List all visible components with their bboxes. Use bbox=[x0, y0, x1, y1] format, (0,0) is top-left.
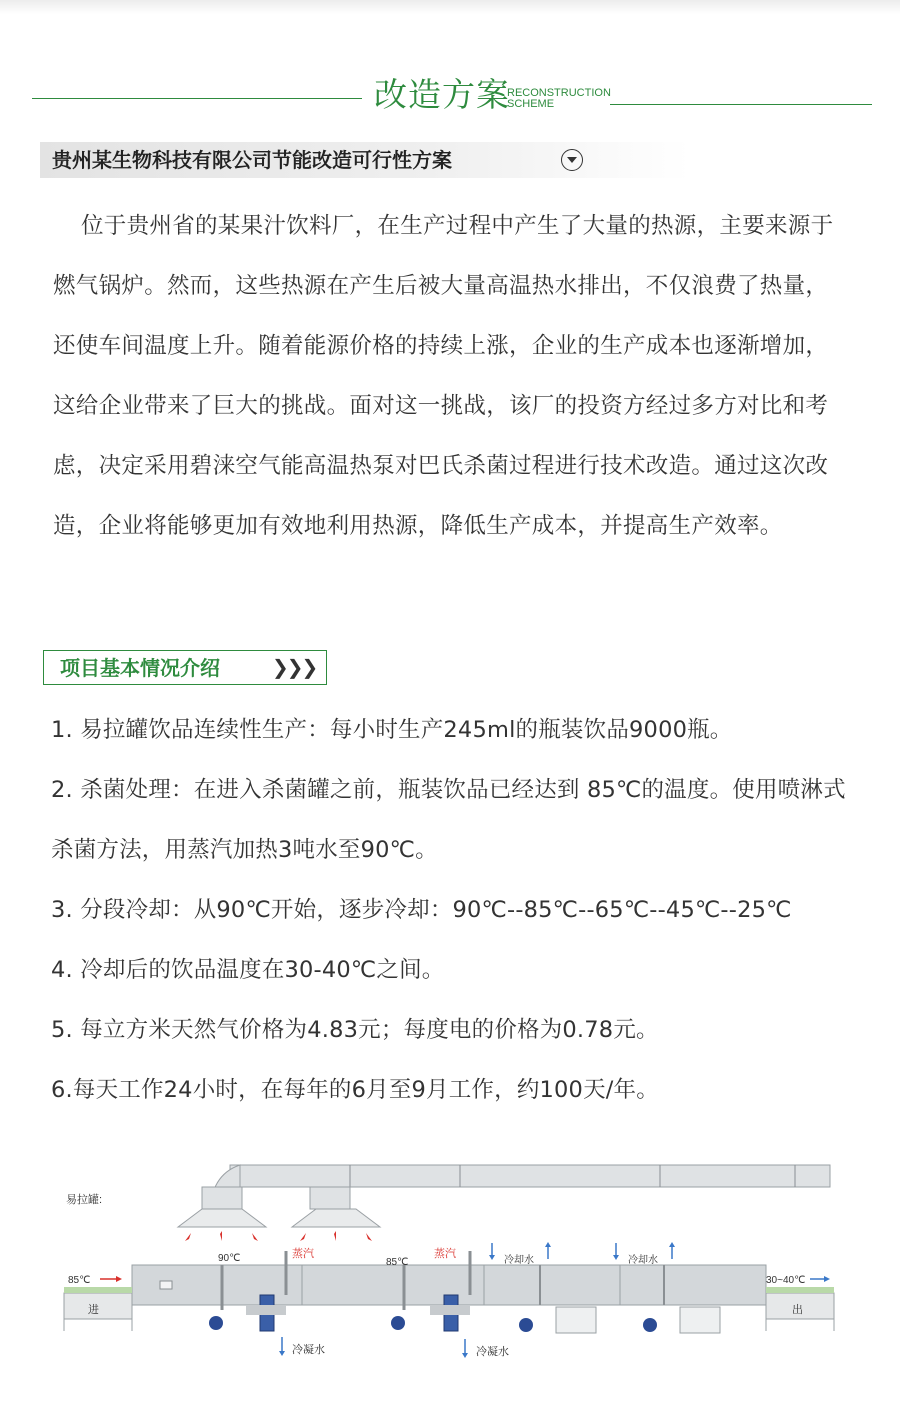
list-item: 4. 冷却后的饮品温度在30-40℃之间。 bbox=[51, 957, 445, 983]
pasteurization-process-diagram bbox=[60, 1155, 850, 1375]
header-divider-left bbox=[32, 98, 362, 99]
page-subtitle-line2: SCHEME bbox=[507, 98, 555, 110]
exhaust-hood-2 bbox=[292, 1187, 380, 1227]
outlet-temp: 30~40℃ bbox=[766, 1275, 806, 1286]
outlet-label: 出 bbox=[792, 1304, 803, 1316]
list-item: 3. 分段冷却：从90℃开始，逐步冷却：90℃--85℃--65℃--45℃--25℃ bbox=[51, 897, 792, 923]
cooling-water-label-1: 冷却水 bbox=[504, 1255, 534, 1266]
sensor1-temp: 90℃ bbox=[218, 1253, 241, 1264]
can-label: 易拉罐: bbox=[66, 1194, 103, 1206]
chevron-down-circle-icon[interactable] bbox=[561, 149, 583, 171]
section-title: 贵州某生物科技有限公司节能改造可行性方案 bbox=[52, 148, 452, 172]
page-title: 改造方案 bbox=[374, 75, 510, 114]
page-subtitle-line1: RECONSTRUCTION bbox=[507, 87, 611, 99]
page-subtitle bbox=[507, 88, 611, 110]
cooling-water-label-2: 冷却水 bbox=[628, 1255, 658, 1266]
exhaust-duct bbox=[210, 1165, 830, 1215]
project-info-list bbox=[51, 700, 861, 1120]
sensor2-temp: 85℃ bbox=[386, 1257, 409, 1268]
list-item: 6.每天工作24小时，在每年的6月至9月工作，约100天/年。 bbox=[51, 1077, 659, 1103]
condensate-label-2: 冷凝水 bbox=[476, 1346, 509, 1358]
list-item: 2. 杀菌处理：在进入杀菌罐之前，瓶装饮品已经达到 85℃的温度。使用喷淋式杀菌方法，用蒸汽加热3吨水至90℃。 bbox=[51, 777, 846, 863]
intro-paragraph: 位于贵州省的某果汁饮料厂，在生产过程中产生了大量的热源，主要来源于燃气锅炉。然而，这些热源在产生后被大量高温热水排出，不仅浪费了热量，还使车间温度上升。随着能源价格的持续上涨，企业的生产成本也逐渐增加，这给企业带来了巨大的挑战。面对这一挑战，该厂的投资方经过多方对比和考虑，决定采用碧涞空气能高温热泵对巴氏杀菌过程进行技术改造。通过这次改造，企业将能够更加有效地利用热源，降低生产成本，并提高生产效率。 bbox=[53, 213, 834, 539]
list-item: 1. 易拉罐饮品连续性生产：每小时生产245ml的瓶装饮品9000瓶。 bbox=[51, 717, 733, 743]
inlet-label: 进 bbox=[88, 1304, 99, 1316]
steam-label-1: 蒸汽 bbox=[292, 1248, 314, 1260]
vapor-arrows bbox=[185, 1231, 372, 1241]
exhaust-hood-1 bbox=[178, 1187, 266, 1227]
steam-label-2: 蒸汽 bbox=[434, 1248, 456, 1260]
list-item: 5. 每立方米天然气价格为4.83元；每度电的价格为0.78元。 bbox=[51, 1017, 659, 1043]
header-divider-right bbox=[610, 104, 872, 105]
project-heading: 项目基本情况介绍 bbox=[60, 656, 220, 680]
condensate-label-1: 冷凝水 bbox=[292, 1344, 325, 1356]
inlet-temp: 85℃ bbox=[68, 1275, 91, 1286]
triple-chevron-icon: ❯❯❯ bbox=[272, 655, 317, 679]
top-shadow bbox=[0, 0, 900, 14]
